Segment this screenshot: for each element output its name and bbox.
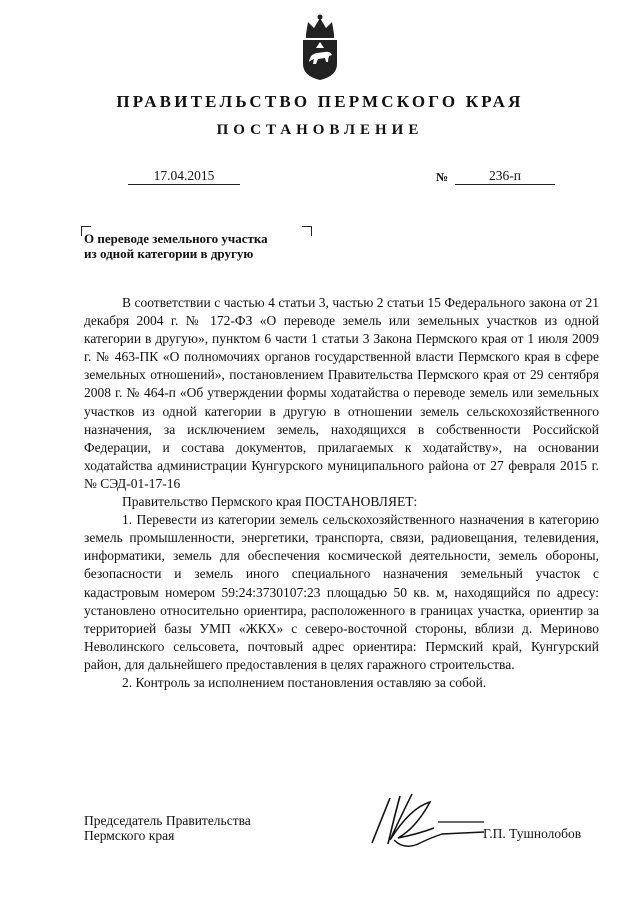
number-label: № — [436, 170, 449, 184]
signatory-title-line: Председатель Правительства — [84, 813, 251, 828]
organization-title: ПРАВИТЕЛЬСТВО ПЕРМСКОГО КРАЯ — [116, 92, 524, 111]
signatory-title-line: Пермского края — [84, 828, 175, 843]
document-subject — [84, 231, 324, 261]
document-date: 17.04.2015 — [128, 167, 240, 185]
subject-line: из одной категории в другую — [84, 246, 254, 261]
body-paragraph-preamble: В соответствии с частью 4 статьи 3, частью 2 статьи 15 Федерального закона от 21 декабря 2004 г. № 172-ФЗ «О переводе земель или земельных участков из одной категории в другую», пунктом 6 части 1 статьи 3 Закона Пермского края от 1 июля 2009 г. № 463-ПК «О полномочиях органов государственной власти Пермского края в сфере земельных отношений», постановлением Правительства Пермского края от 29 сентября 2008 г. № 464-п «Об утверждении формы ходатайства о переводе земель или земельных участков из одной категории в другую в отношении земель сельскохозяйственного назначения, за исключением земель, находящихся в собственности Российской Федерации, и состава документов, прилагаемых к ходатайству», на основании ходатайства администрации Кунгурского муниципального района от 27 февраля 2015 г. № СЭД-01-17-16 — [84, 295, 599, 491]
document-body — [84, 294, 599, 692]
document-number: 236-п — [455, 167, 555, 185]
perm-krai-coat-of-arms-icon — [298, 12, 342, 82]
body-paragraph-item-1: 1. Перевести из категории земель сельскохозяйственного назначения в категорию земель промышленности, энергетики, транспорта, связи, радиовещания, телевидения, информатики, земель для обеспечения космической деятельности, земель обороны, безопасности и земель иного специального назначения земельный участок с кадастровым номером 59:24:3730107:23 площадью 50 кв. м, находящийся по адресу: установлено относительно ориентира, расположенного в границах участка, ориентир за территорией базы УМП «ЖКХ» с северо-восточной стороны, вблизи д. Мериново Неволинского сельсовета, почтовый адрес ориентира: Пермский край, Кунгурский район, для дальнейшего предоставления в целях гаражного строительства. — [84, 512, 599, 672]
subject-line: О переводе земельного участка — [84, 231, 268, 246]
document-type: ПОСТАНОВЛЕНИЕ — [216, 122, 424, 138]
signatory-title — [84, 813, 251, 843]
body-paragraph-item-2: 2. Контроль за исполнением постановления оставляю за собой. — [122, 674, 487, 690]
signatory-name: Г.П. Тушнолобов — [483, 826, 582, 841]
body-paragraph-resolves: Правительство Пермского края ПОСТАНОВЛЯЕТ: — [122, 494, 418, 510]
handwritten-signature — [360, 788, 490, 858]
